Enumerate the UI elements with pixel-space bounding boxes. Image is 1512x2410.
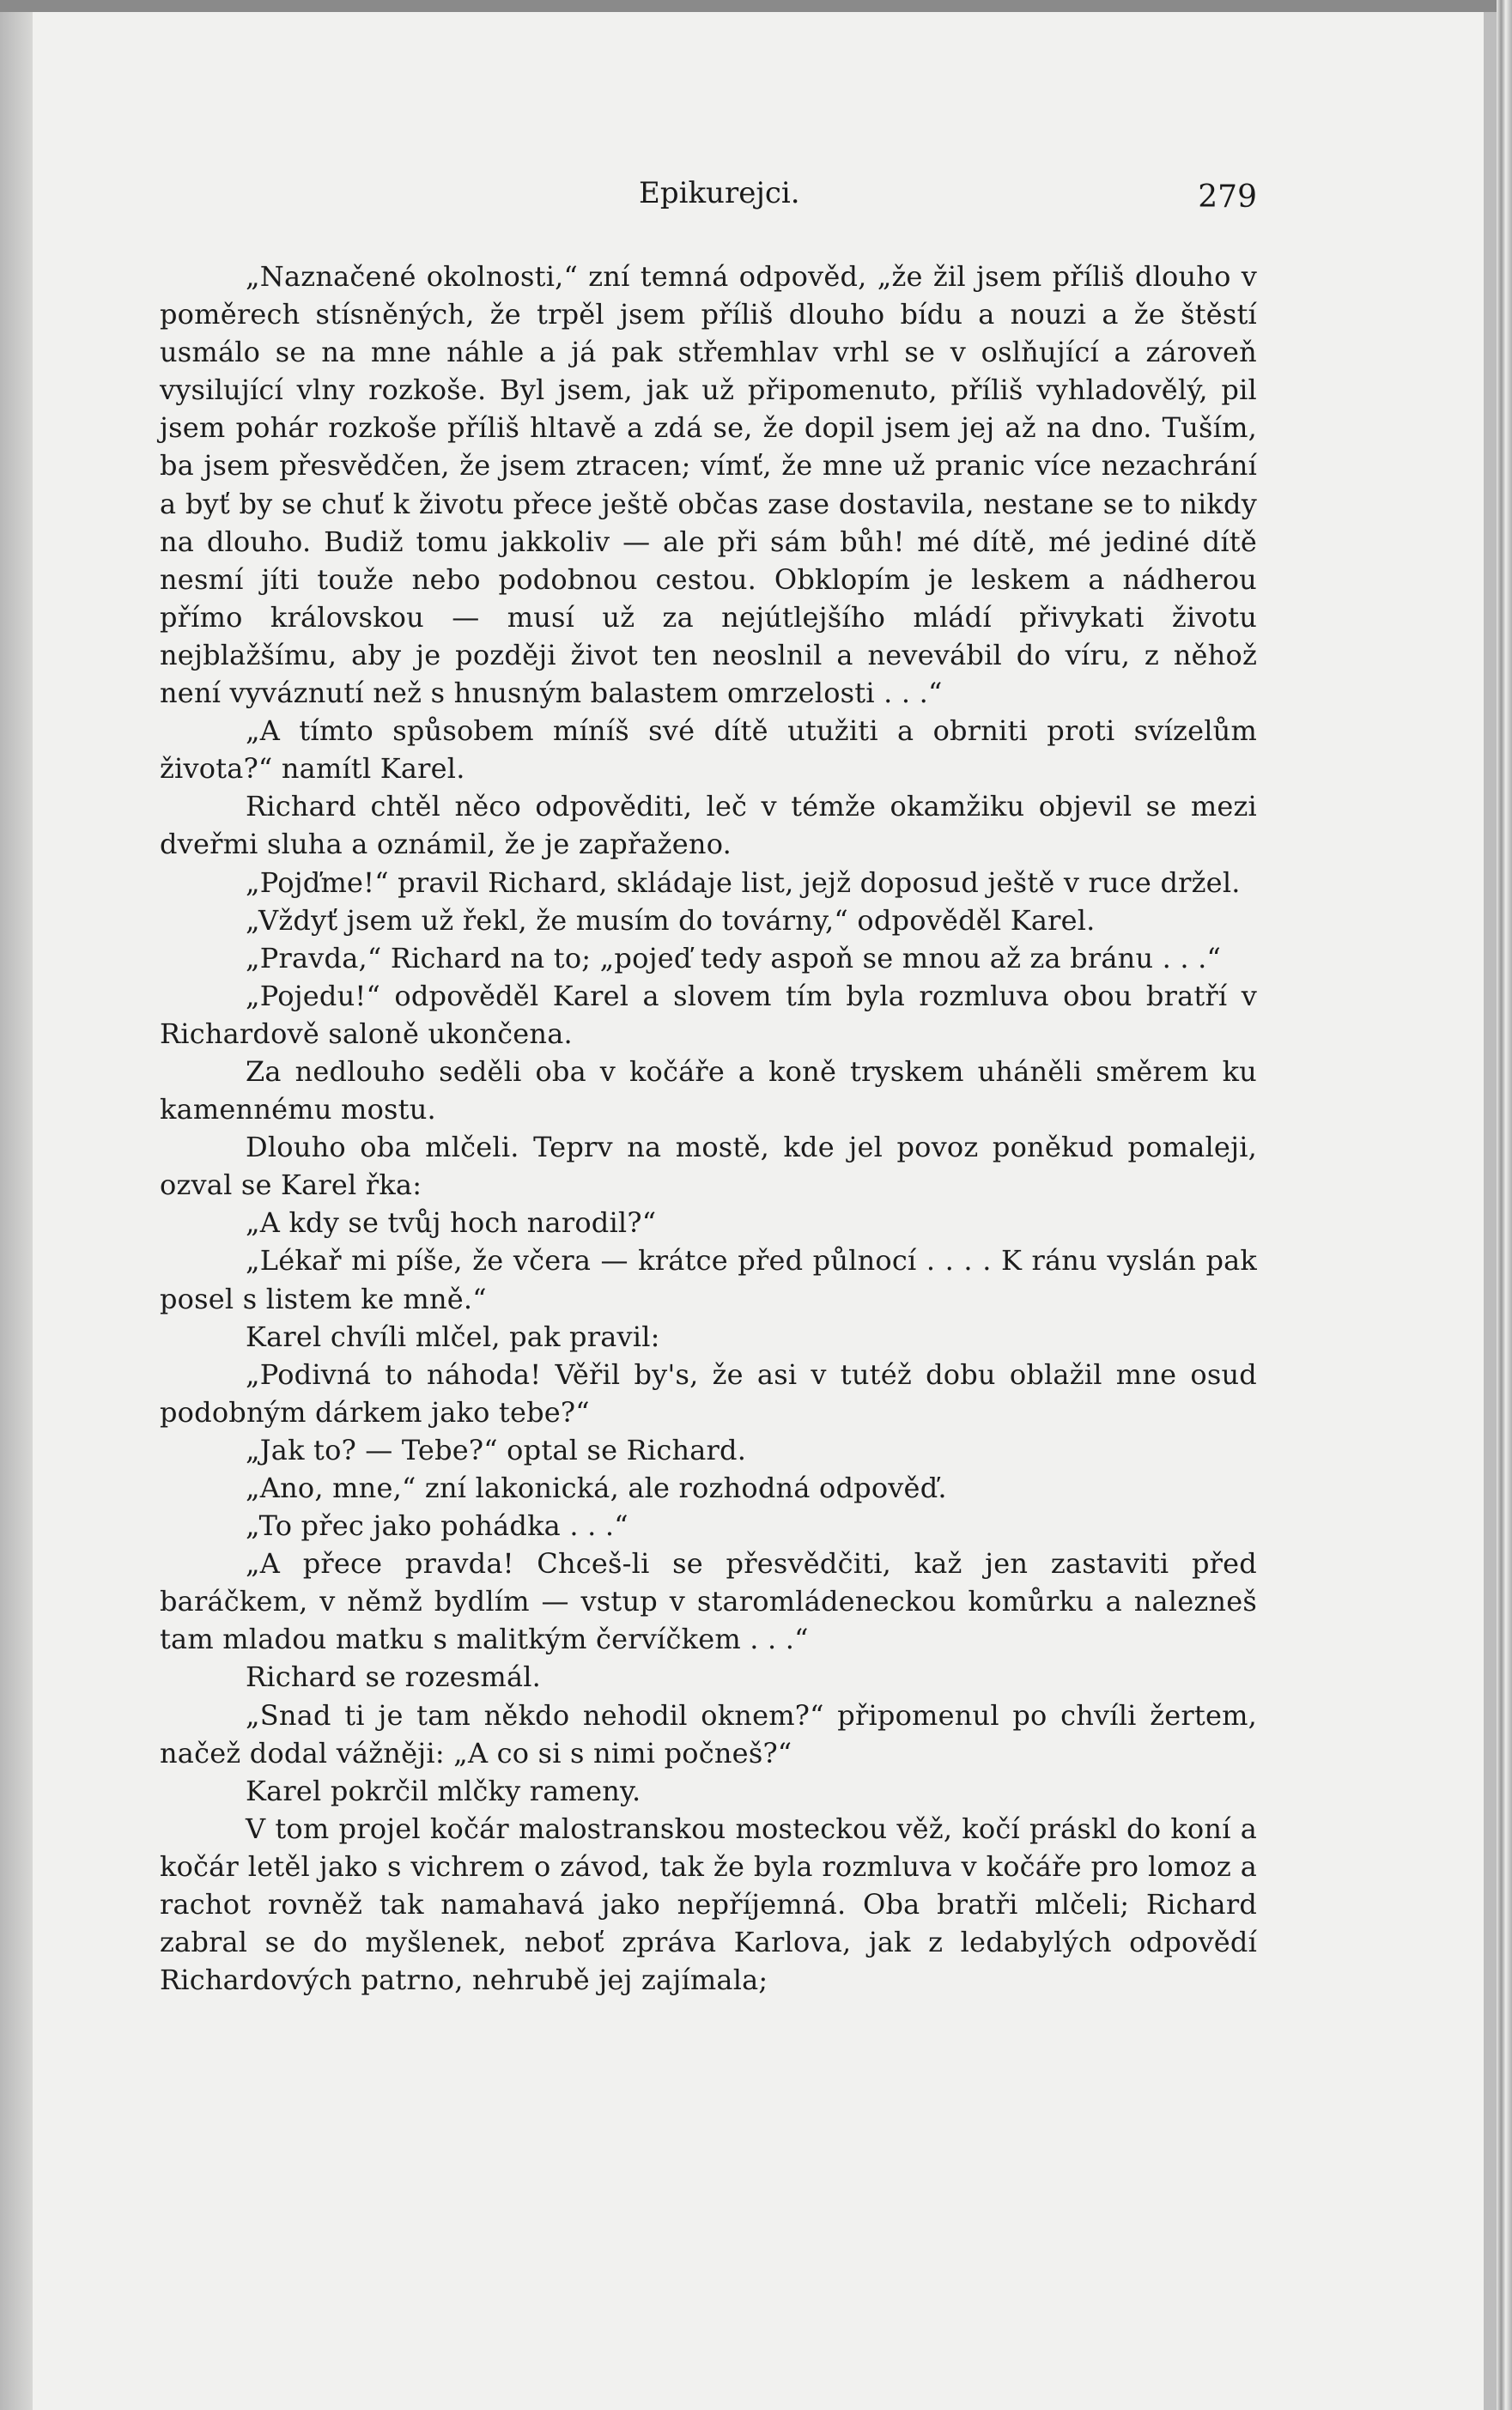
paragraph: Karel pokrčil mlčky rameny. [246, 1774, 641, 1807]
paragraph: Richard chtěl něco odpověditi, leč v témže okamžiku objevil se mezi dveřmi sluha a oznámil, že je zapřaženo. [160, 790, 1257, 861]
paragraph: „Ano, mne,“ zní lakonická, ale rozhodná odpověď. [246, 1472, 947, 1504]
paragraph: „A kdy se tvůj hoch narodil?“ [246, 1206, 657, 1240]
paragraph: „Jak to? — Tebe?“ optal se Richard. [246, 1433, 747, 1466]
paragraph: „Podivná to náhoda! Věřil by's, že asi v tutéž dobu oblažil mne osud podobným dárkem jako tebe?“ [160, 1357, 1257, 1429]
paragraph: „Pojedu!“ odpověděl Karel a slovem tím byla rozmluva obou bratří v Richardově saloně ukončena. [160, 979, 1257, 1050]
paragraph: „A tímto spůsobem míníš své dítě utužiti a obrniti proti svízelům života?“ namítl Karel. [160, 714, 1257, 786]
paragraph: V tom projel kočár malostranskou mosteckou věž, kočí práskl do koní a kočár letěl jako s vichrem o závod, tak že byla rozmluva v kočáře pro lomoz a rachot rovněž tak namahavá jako nepříjemná. Oba bratři mlčeli; Richard zabral se do myšlenek, neboť zpráva Karlova, jak z ledabylých odpovědí Richardových patrno, nehrubě jej zajímala; [160, 1812, 1257, 1997]
running-title: Epikurejci. [639, 176, 800, 210]
paragraph: „A přece pravda! Chceš-li se přesvědčiti, kaž jen zastaviti před baráčkem, v němž bydlím — vstup v staromládeneckou komůrku a nalezneš tam mladou matku s malitkým červíčkem . . .“ [160, 1547, 1257, 1656]
paragraph: „Snad ti je tam někdo nehodil oknem?“ připomenul po chvíli žertem, načež dodal vážněji: „A co si s nimi počneš?“ [160, 1698, 1257, 1770]
scan-left-margin [0, 0, 33, 2410]
paragraph: „Pojďme!“ pravil Richard, skládaje list, jejž doposud ještě v ruce držel. [246, 865, 1241, 899]
running-header [160, 176, 1257, 219]
paragraph: Richard se rozesmál. [246, 1660, 542, 1694]
paragraph: „Pravda,“ Richard na to; „pojeď tedy aspoň se mnou až za bránu . . .“ [246, 941, 1222, 974]
body-text [160, 258, 1257, 1999]
paragraph: Karel chvíli mlčel, pak pravil: [246, 1320, 660, 1353]
paragraph: Dlouho oba mlčeli. Teprv na mostě, kde jel povoz poněkud pomaleji, ozval se Karel řka: [160, 1131, 1257, 1202]
paragraph: „Lékař mi píše, že včera — krátce před půlnocí . . . . K ránu vyslán pak posel s listem ke mně.“ [160, 1244, 1257, 1315]
paragraph: Za nedlouho seděli oba v kočáře a koně tryskem uháněli směrem ku kamennému mostu. [160, 1054, 1257, 1126]
scan-top-edge [0, 0, 1512, 12]
paragraph: „Naznačené okolnosti,“ zní temná odpověd, „že žil jsem příliš dlouho v poměrech stísněných, že trpěl jsem příliš dlouho bídu a nouzi a že štěstí usmálo se na mne náhle a já pak střemhlav vrhl se v oslňující a zároveň vysilující vlny rozkoše. Byl jsem, jak už připomenuto, příliš vyhladovělý, pil jsem pohár rozkoše příliš hltavě a zdá se, že dopil jsem jej až na dno. Tuším, ba jsem přesvědčen, že jsem ztracen; vímť, že mne už pranic více nezachrání a byť by se chuť k životu přece ještě občas zase dostavila, nestane se to nikdy na dlouho. Budiž tomu jakkoliv — ale při sám bůh! mé dítě, mé jediné dítě nesmí jíti touže nebo podobnou cestou. Obklopím je leskem a nádherou přímo královskou — musí už za nejútlejšího mládí přivykati životu nejblažšímu, aby je později život ten neoslnil a nevevábil do víru, z něhož není vyváznutí než s hnusným balastem omrzelosti . . .“ [160, 260, 1257, 710]
book-spine-edge [1497, 0, 1512, 2410]
paragraph: „To přec jako pohádka . . .“ [246, 1509, 628, 1543]
paragraph: „Vždyť jsem už řekl, že musím do továrny,“ odpověděl Karel. [246, 903, 1096, 937]
page-number: 279 [1198, 179, 1257, 215]
